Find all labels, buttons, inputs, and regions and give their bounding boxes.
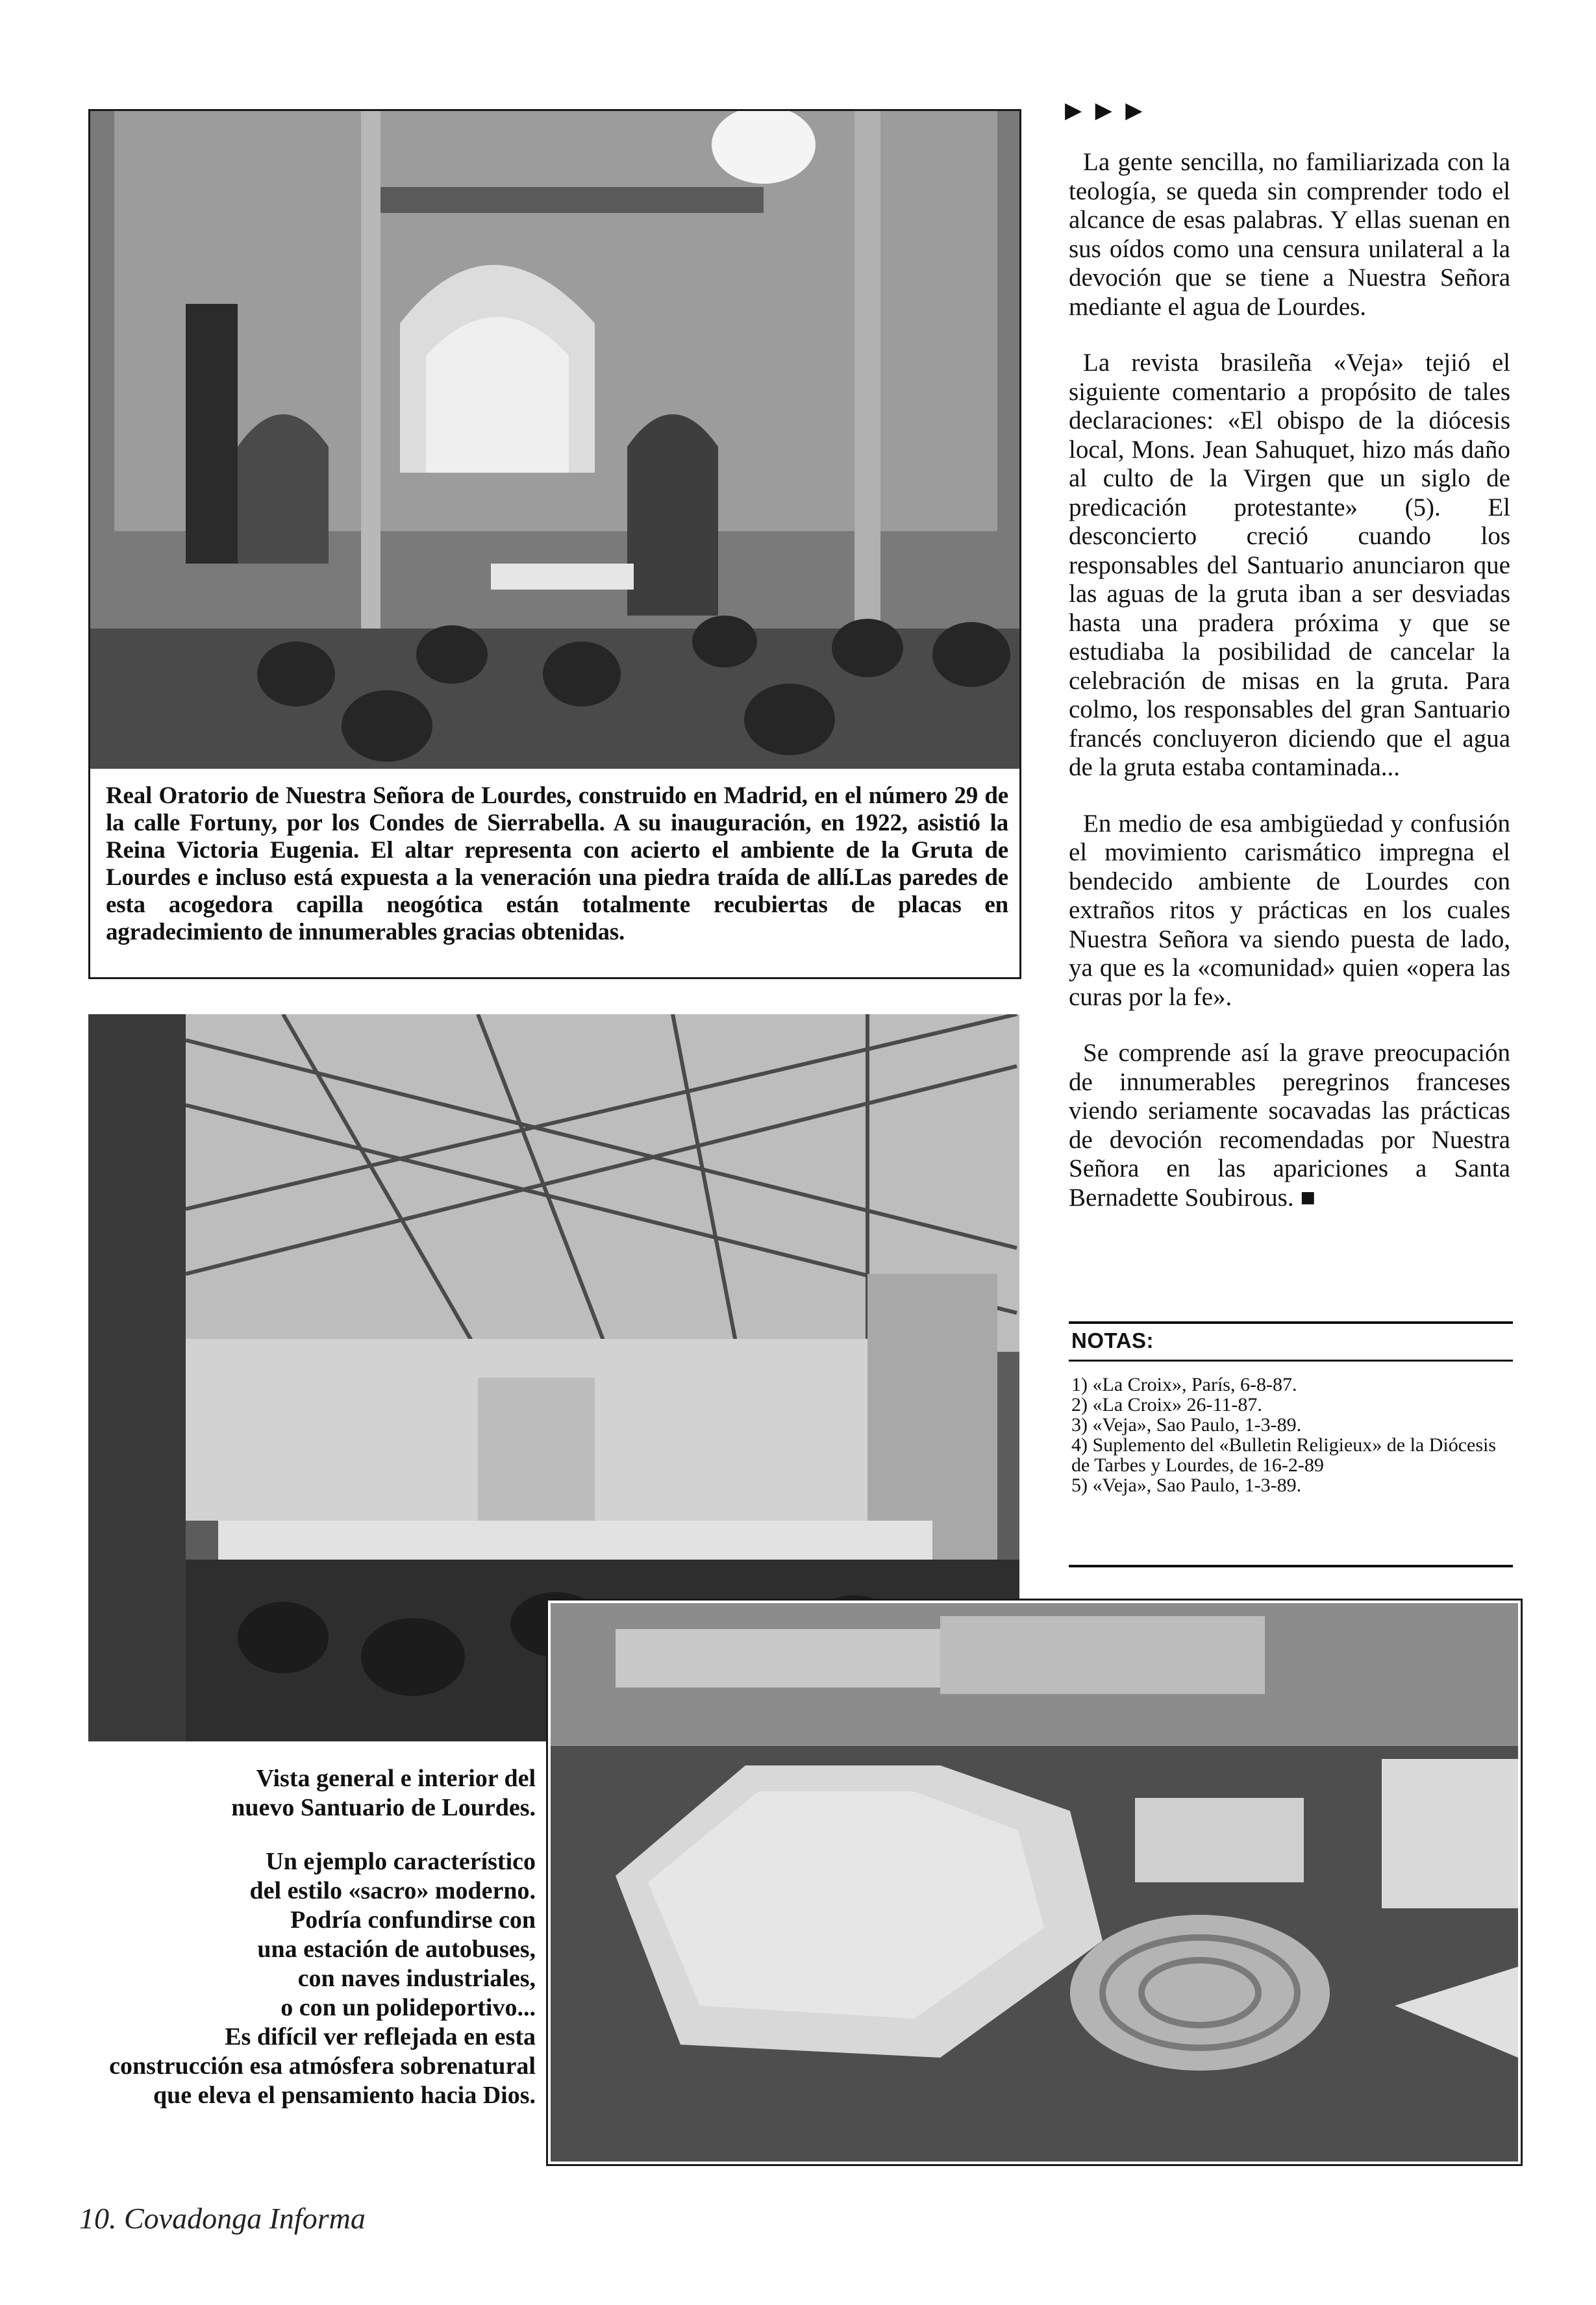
sanctuary-aerial-illustration bbox=[551, 1603, 1518, 2162]
sanctuary-caption-body-line: Es difícil ver reflejada en esta bbox=[225, 2023, 536, 2050]
article-paragraph-1: La gente sencilla, no familiarizada con la teología, se queda sin comprender todo el alcance de esas palabras. Y ellas suenan en sus oídos como una censura unilateral a la devoción que se tiene a Nuestra Señora mediante el agua de Lourdes. bbox=[1069, 148, 1510, 321]
sanctuary-caption-body-line: del estilo «sacro» moderno. bbox=[249, 1877, 536, 1904]
notes-bottom-rule bbox=[1069, 1565, 1513, 1567]
sanctuary-caption-body-line: construcción esa atmósfera sobrenatural bbox=[109, 2052, 536, 2080]
sanctuary-caption-line-1: Vista general e interior del bbox=[256, 1765, 536, 1792]
notes-top-rule bbox=[1069, 1321, 1513, 1324]
sanctuary-caption-body-line: que eleva el pensamiento hacia Dios. bbox=[153, 2082, 536, 2109]
article-paragraph-4: Se comprende así la grave preocupación de innumerables peregrinos franceses viendo seriamente socavadas las prácticas de devoción recomendadas por Nuestra Señora en las apariciones a Santa Bernadette Soubirous. ■ bbox=[1069, 1039, 1510, 1212]
sanctuary-caption-body-line: Podría confundirse con bbox=[290, 1906, 536, 1934]
sanctuary-caption bbox=[78, 1764, 536, 2110]
note-item: 4) Suplemento del «Bulletin Religieux» de la Diócesis de Tarbes y Lourdes, de 16-2-89 bbox=[1071, 1434, 1497, 1476]
oratorio-caption: Real Oratorio de Nuestra Señora de Lourdes, construido en Madrid, en el número 29 de la calle Fortuny, por los Condes de Sierrabella. A su inauguración, en 1922, asistió la Reina Victoria Eugenia. El altar representa con acierto el ambiente de la Gruta de Lourdes e incluso está expuesta a la veneración una piedra traída de allí.Las paredes de esta acogedora capilla neogótica están totalmente recubiertas de placas en agradecimiento de innumerables gracias obtenidas. bbox=[106, 782, 1008, 945]
note-item: 3) «Veja», Sao Paulo, 1-3-89. bbox=[1071, 1414, 1302, 1436]
note-item: 5) «Veja», Sao Paulo, 1-3-89. bbox=[1071, 1475, 1302, 1496]
article-paragraph-2: La revista brasileña «Veja» tejió el siguiente comentario a propósito de tales declaraciones: «El obispo de la diócesis local, Mons. Jean Sahuquet, hizo más daño al culto de la Virgen que un siglo de predicación protestante» (5). El desconcierto creció cuando los responsables del Santuario anunciaron que las aguas de la gruta iban a ser desviadas hasta una pradera próxima y que se estudiaba la posibilidad de cancelar la celebración de misas en la gruta. Para colmo, los responsables del gran Santuario francés concluyeron diciendo que el agua de la gruta estaba contaminada... bbox=[1069, 349, 1510, 781]
note-item: 1) «La Croix», París, 6-8-87. bbox=[1071, 1374, 1297, 1395]
sanctuary-caption-body-line: o con un polideportivo... bbox=[281, 1994, 536, 2021]
sanctuary-caption-body-line: una estación de autobuses, bbox=[257, 1936, 536, 1963]
sanctuary-caption-body-line: con naves industriales, bbox=[297, 1965, 536, 1992]
page-footer: 10. Covadonga Informa bbox=[79, 2202, 366, 2235]
sanctuary-caption-body-line: Un ejemplo característico bbox=[266, 1848, 536, 1875]
note-item: 2) «La Croix» 26-11-87. bbox=[1071, 1394, 1262, 1415]
notes-title-rule bbox=[1069, 1360, 1513, 1362]
oratorio-illustration bbox=[88, 109, 1019, 769]
notes-title: NOTAS: bbox=[1071, 1328, 1154, 1352]
section-arrows: ▶ ▶ ▶ bbox=[1065, 99, 1147, 123]
oratorio-photo bbox=[88, 109, 1019, 769]
sanctuary-caption-line-2: nuevo Santuario de Lourdes. bbox=[231, 1794, 536, 1821]
article-paragraph-3: En medio de esa ambigüedad y confusión el movimiento carismático impregna el bendecido ambiente de Lourdes con extraños ritos y prácticas en los cuales Nuestra Señora va siendo puesta de lado, ya que es la «comunidad» quien «opera las curas por la fe». bbox=[1069, 809, 1510, 1011]
sanctuary-aerial-photo bbox=[548, 1601, 1521, 2164]
article-column bbox=[1069, 148, 1510, 1240]
notes-list bbox=[1071, 1375, 1513, 1495]
